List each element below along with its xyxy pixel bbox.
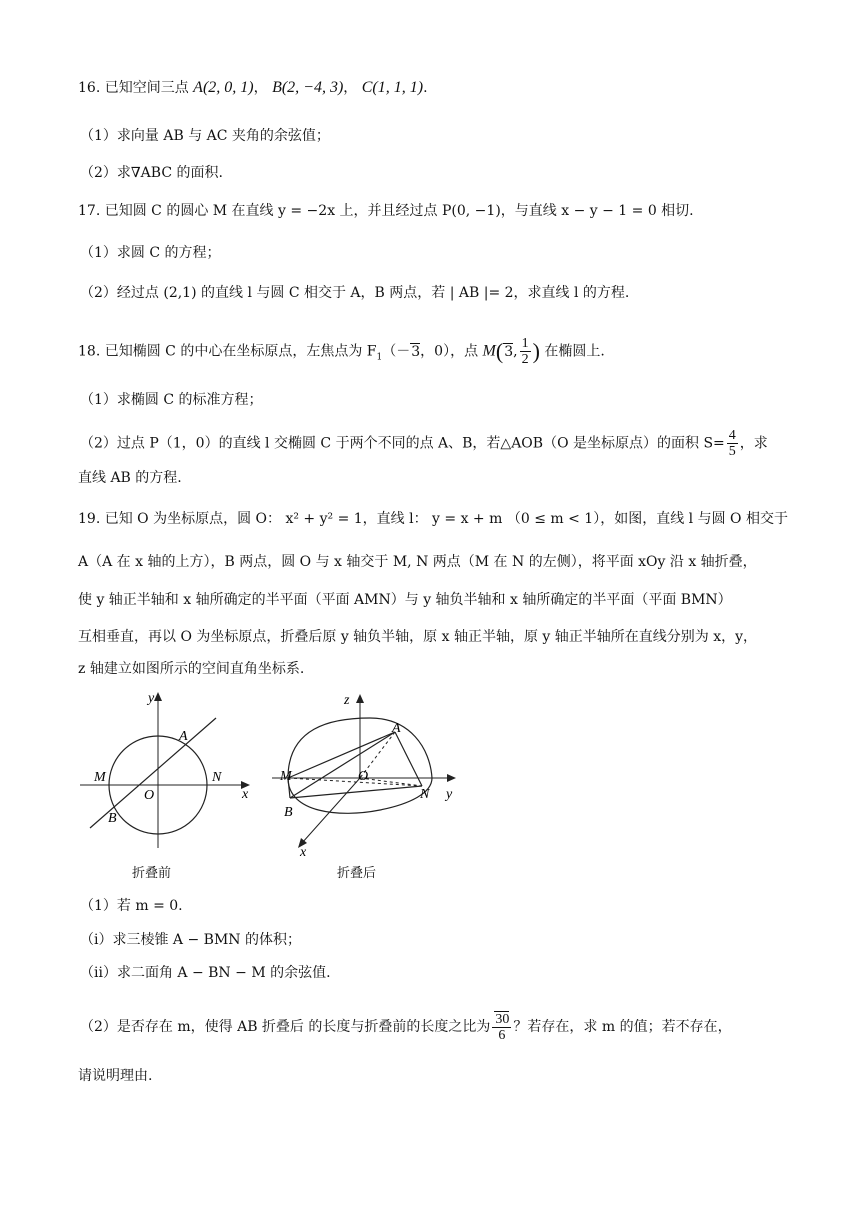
- point-n-label: N: [212, 770, 222, 785]
- caption-before: 折叠前: [132, 866, 172, 881]
- axis-y-label: y: [148, 691, 155, 706]
- point-m-label: M: [94, 770, 106, 785]
- fraction-four-fifths: $\frac{4}{5}$: [728, 428, 736, 459]
- q19-sub1: （1）若 m = 0.: [80, 898, 183, 914]
- point-m-label-3d: M: [280, 769, 292, 784]
- figure-after-fold: [270, 688, 470, 858]
- origin-label: O: [144, 788, 155, 803]
- q19-line1: 19. 已知 O 为坐标原点，圆 O： x² + y² = 1，直线 l： y = x + m （0 ≤ m < 1），如图，直线 l 与圆 O 相交于: [78, 511, 788, 527]
- point-a: A(2, 0, 1): [193, 79, 254, 96]
- axis-z-label: z: [344, 693, 350, 708]
- q19-sub1-ii: （ⅱ）求二面角 A − BN − M 的余弦值.: [80, 965, 331, 981]
- q19-line4: 互相垂直，再以 O 为坐标原点，折叠后原 y 轴负半轴，原 x 轴正半轴，原 y 轴正半轴所在直线分别为 x，y，: [78, 629, 758, 645]
- point-a-label: A: [179, 729, 188, 744]
- fraction-half: $\frac{1}{2}$: [521, 336, 529, 367]
- q19-line3: 使 y 轴正半轴和 x 轴所确定的半平面（平面 AMN）与 y 轴负半轴和 x 轴所确定的半平面（平面 BMN）: [78, 592, 732, 608]
- q16-sub1: （1）求向量 AB 与 AC 夹角的余弦值；: [80, 128, 330, 144]
- point-b: B(2, −4, 3): [272, 79, 344, 96]
- axis-x-label-3d: x: [300, 845, 307, 858]
- q17-stem: 17. 已知圆 C 的圆心 M 在直线 y = −2x 上，并且经过点 P(0, −1)，与直线 x − y − 1 = 0 相切.: [78, 203, 694, 219]
- origin-label-3d: O: [358, 769, 369, 784]
- caption-after: 折叠后: [337, 866, 377, 881]
- q19-line2: A（A 在 x 轴的上方），B 两点，圆 O 与 x 轴交于 M, N 两点（M 在 N 的左侧），将平面 xOy 沿 x 轴折叠，: [78, 554, 757, 570]
- q19-sub2-cont: 请说明理由.: [78, 1068, 153, 1084]
- q17-sub1: （1）求圆 C 的方程；: [80, 245, 221, 261]
- axis-x-label: x: [242, 787, 249, 802]
- q17-sub2: （2）经过点 (2,1) 的直线 l 与圆 C 相交于 A，B 两点，若 | AB |= 2，求直线 l 的方程.: [80, 285, 630, 301]
- q16-stem: 16. 已知空间三点 A(2, 0, 1)， B(2, −4, 3)， C(1, 1, 1).: [78, 79, 428, 96]
- q19-sub2: （2）是否存在 m，使得 AB 折叠后 的长度与折叠前的长度之比为 $\frac{30}{6}$ ？若存在，求 m 的值；若不存在，: [80, 1012, 732, 1043]
- point-b-label: B: [108, 811, 117, 826]
- q19-sub1-i: （ⅰ）求三棱锥 A − BMN 的体积；: [80, 932, 301, 948]
- fraction-sqrt30-over-6: $\frac{30}{6}$: [492, 1011, 511, 1043]
- q18-sub2: （2）过点 P（1，0）的直线 l 交椭圆 C 于两个不同的点 A、B，若△AOB（O 是坐标原点）的面积 S= $\frac{4}{5}$ ，求: [80, 428, 768, 459]
- q19-line5: z 轴建立如图所示的空间直角坐标系.: [78, 661, 305, 677]
- q16-sub2: （2）求∇ABC 的面积.: [80, 165, 223, 181]
- q18-stem: 18. 已知椭圆 C 的中心在坐标原点，左焦点为 $F_1(-3$，0），点 M(3, $\frac{1}{2}$ ) 在椭圆上.: [78, 336, 605, 367]
- axis-y-label-3d: y: [446, 787, 453, 802]
- point-b-label-3d: B: [284, 805, 293, 820]
- point-n-label-3d: N: [420, 787, 430, 802]
- point-a-label-3d: A: [392, 721, 401, 736]
- figure-before-fold: [78, 688, 258, 853]
- q18-sub2-cont: 直线 AB 的方程.: [78, 470, 182, 486]
- point-c: C(1, 1, 1): [361, 79, 424, 96]
- q18-sub1: （1）求椭圆 C 的标准方程；: [80, 392, 263, 408]
